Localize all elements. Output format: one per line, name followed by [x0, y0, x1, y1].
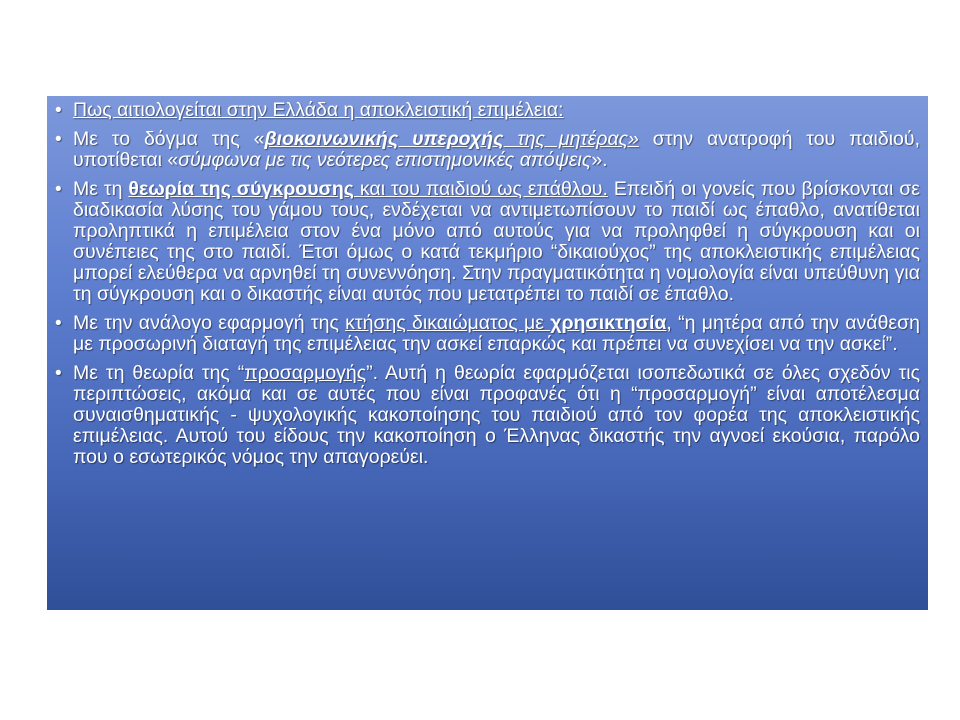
text-run: στην ανατροφή του παιδιού, υποτίθεται « [73, 128, 920, 171]
bullet-dot-icon: • [55, 100, 62, 121]
emphasis-biosocial: βιοκοινωνικής υπεροχής [264, 128, 504, 150]
emphasis-trophy: και του παιδιού ως επάθλου. [359, 178, 608, 200]
bullet-item-heading [55, 100, 920, 121]
bullet-dot-icon: • [55, 363, 62, 384]
text-run: Με την ανάλογο εφαρμογή της [73, 312, 346, 334]
text-run: Με τη [73, 178, 129, 200]
bullet-item-conflict [55, 179, 920, 305]
text-panel [47, 96, 928, 610]
text-run: Με τη θεωρία της “ [73, 362, 245, 384]
text-run: ». [591, 149, 608, 171]
bullet-item-adaptation [55, 363, 920, 468]
text-run: ”. Αυτή η θεωρία εφαρμόζεται ισοπεδωτικά σε όλες σχεδόν τις περιπτώσεις, ακόμα και σε αυτές που είναι προφανές ότι η “προσαρμογή” είναι αποτέλεσμα συναισθηματικής - ψυχολογικής κακοποίησης του παιδιού από τον φορέα της αποκλειστικής επιμέλειας. Αυτού του είδους την κακοποίηση ο Έλληνας δικαστής την αγνοεί εκούσια, παρόλο που ο εσωτερικός νόμος την απαγορεύει. [73, 362, 921, 468]
emphasis-acquisition: κτήσης δικαιώματος με [345, 312, 551, 334]
bullet-item-biosocial [55, 129, 920, 171]
bullet-list [55, 100, 920, 468]
emphasis-scientific: σύμφωνα με τις νεότερες επιστημονικές απόψεις [178, 149, 592, 171]
emphasis-conflict-theory: θεωρία της σύγκρουσης [128, 178, 354, 200]
bullet-dot-icon: • [55, 313, 62, 334]
bullet-item-prescription [55, 313, 920, 355]
text-run: Επειδή οι γονείς που βρίσκονται σε διαδικασία λύσης του γάμου τους, ενδέχεται να αντιμετωπίσουν το παιδί ως έπαθλο, ανατίθεται προληπτικά η επιμέλεια στον ένα μόνο από αυτούς για να προληφθεί η σύγκρουση και οι συνέπειες της στο παιδί. Έτσι όμως ο κατά τεκμήριο “δικαιούχος” της αποκλειστικής επιμέλειας μπορεί ελεύθερα να αρνηθεί τη συνεννόηση. Στην πραγματικότητα η νομολογία είναι υπεύθυνη για τη σύγκρουση και ο δικαστής είναι αυτός που μετατρέπει το παιδί σε έπαθλο. [73, 178, 920, 305]
text-run: , “η μητέρα από την ανάθεση με προσωρινή διαταγή της επιμέλειας την ασκεί επαρκώς και πρέπει να συνεχίσει να την ασκεί”. [73, 312, 921, 355]
text-run: Με το δόγμα της « [73, 128, 265, 150]
text-run [504, 128, 518, 150]
bullet-heading-text: Πως αιτιολογείται στην Ελλάδα η αποκλειστική επιμέλεια: [73, 99, 564, 121]
emphasis-prescription: χρησικτησία [550, 312, 667, 334]
bullet-dot-icon: • [55, 129, 62, 150]
emphasis-mother: της μητέρας» [517, 128, 639, 150]
bullet-dot-icon: • [55, 179, 62, 200]
emphasis-adaptation: προσαρμογής [244, 362, 367, 384]
